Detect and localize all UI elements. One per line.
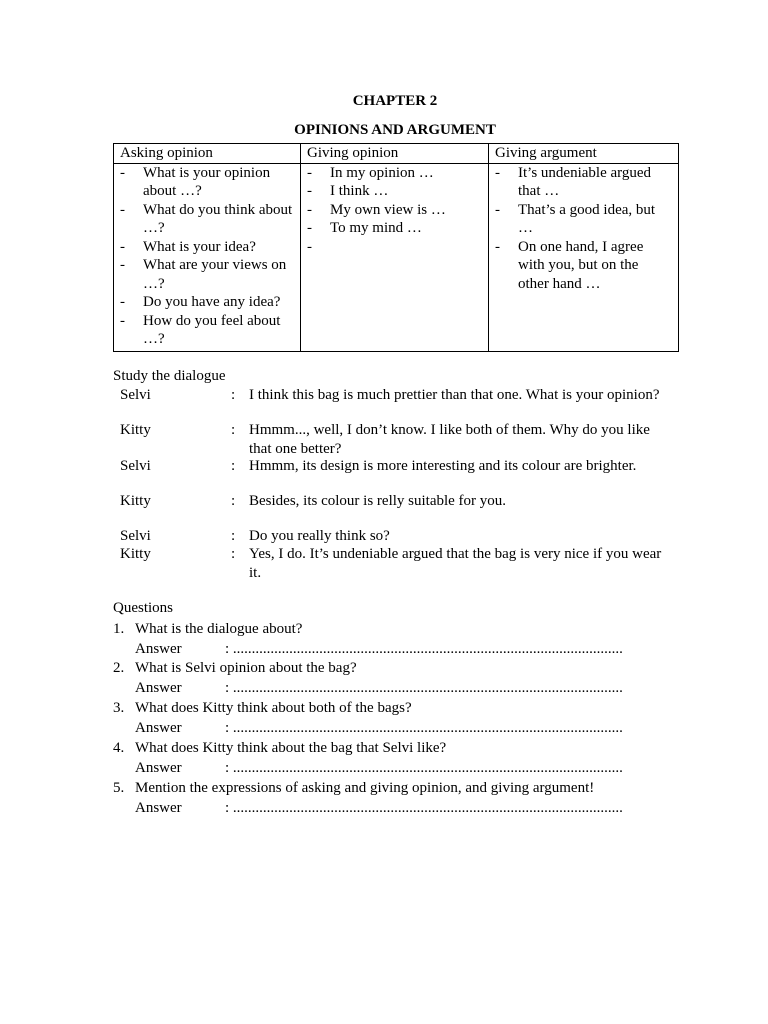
list-item: - I think … <box>307 182 482 201</box>
question-number: 1. <box>113 621 125 637</box>
speaker-colon: : <box>231 422 236 438</box>
answer-label: Answer <box>135 800 182 816</box>
dialogue-text: Do you really think so? <box>249 528 390 544</box>
list-item: - My own view is … <box>307 201 482 220</box>
list-item: - What do you think about …? <box>120 201 294 238</box>
dialogue-text: Hmmm, its design is more interesting and its colour are brighter. <box>249 458 637 474</box>
question-text: What does Kitty think about the bag that Selvi like? <box>135 740 447 756</box>
speaker-colon: : <box>231 387 236 403</box>
list-item: - What is your opinion about …? <box>120 164 294 201</box>
answer-blank[interactable]: : ........................................................................................................ <box>225 800 623 816</box>
speaker-colon: : <box>231 528 236 544</box>
list-item: - What are your views on …? <box>120 256 294 293</box>
dialogue-text: Besides, its colour is relly suitable for you. <box>249 493 507 509</box>
speaker-name: Kitty <box>120 546 151 562</box>
list-item: - To my mind … <box>307 219 482 238</box>
giving-opinion-cell <box>301 163 489 351</box>
giving-opinion-list <box>307 164 482 238</box>
speaker-name: Kitty <box>120 422 151 438</box>
giving-argument-list <box>495 164 672 294</box>
speaker-colon: : <box>231 493 236 509</box>
list-item: - It’s undeniable argued that … <box>495 164 672 201</box>
dialogue-text: I think this bag is much prettier than that one. What is your opinion? <box>249 387 660 403</box>
question-text: What is Selvi opinion about the bag? <box>135 660 357 676</box>
speaker-colon: : <box>231 546 236 562</box>
dialogue-text: Hmmm..., well, I don’t know. I like both of them. Why do you like that one better? <box>249 422 650 457</box>
header-giving-opinion: Giving opinion <box>301 144 489 164</box>
table-body-row <box>114 163 679 351</box>
speaker-colon: : <box>231 458 236 474</box>
section-title: OPINIONS AND ARGUMENT <box>294 122 496 138</box>
list-item: - That’s a good idea, but … <box>495 201 672 238</box>
question-text: What is the dialogue about? <box>135 621 303 637</box>
question-number: 3. <box>113 700 125 716</box>
questions-title: Questions <box>113 600 173 616</box>
list-item: - On one hand, I agree with you, but on the other hand … <box>495 238 672 294</box>
answer-blank[interactable]: : ........................................................................................................ <box>225 680 623 696</box>
answer-label: Answer <box>135 760 182 776</box>
answer-label: Answer <box>135 680 182 696</box>
speaker-name: Selvi <box>120 528 151 544</box>
table-header-row <box>114 144 679 164</box>
list-item: - Do you have any idea? <box>120 293 294 312</box>
answer-label: Answer <box>135 720 182 736</box>
answer-blank[interactable]: : ........................................................................................................ <box>225 760 623 776</box>
list-item: - What is your idea? <box>120 238 294 257</box>
expressions-table <box>113 143 679 352</box>
header-giving-argument: Giving argument <box>489 144 679 164</box>
question-number: 5. <box>113 780 125 796</box>
list-item: - In my opinion … <box>307 164 482 183</box>
list-item: - How do you feel about …? <box>120 312 294 349</box>
asking-opinion-list <box>120 164 294 349</box>
dialogue-text: Yes, I do. It’s undeniable argued that the bag is very nice if you wear it. <box>249 546 662 581</box>
speaker-name: Selvi <box>120 458 151 474</box>
header-asking-opinion: Asking opinion <box>114 144 301 164</box>
question-text: What does Kitty think about both of the bags? <box>135 700 412 716</box>
answer-blank[interactable]: : ........................................................................................................ <box>225 720 623 736</box>
speaker-name: Selvi <box>120 387 151 403</box>
dialogue-title: Study the dialogue <box>113 368 226 384</box>
question-number: 2. <box>113 660 125 676</box>
speaker-name: Kitty <box>120 493 151 509</box>
question-number: 4. <box>113 740 125 756</box>
question-text: Mention the expressions of asking and giving opinion, and giving argument! <box>135 780 595 796</box>
answer-label: Answer <box>135 641 182 657</box>
giving-argument-cell <box>489 163 679 351</box>
asking-opinion-cell <box>114 163 301 351</box>
answer-blank[interactable]: : ........................................................................................................ <box>225 641 623 657</box>
chapter-title: CHAPTER 2 <box>352 93 438 109</box>
